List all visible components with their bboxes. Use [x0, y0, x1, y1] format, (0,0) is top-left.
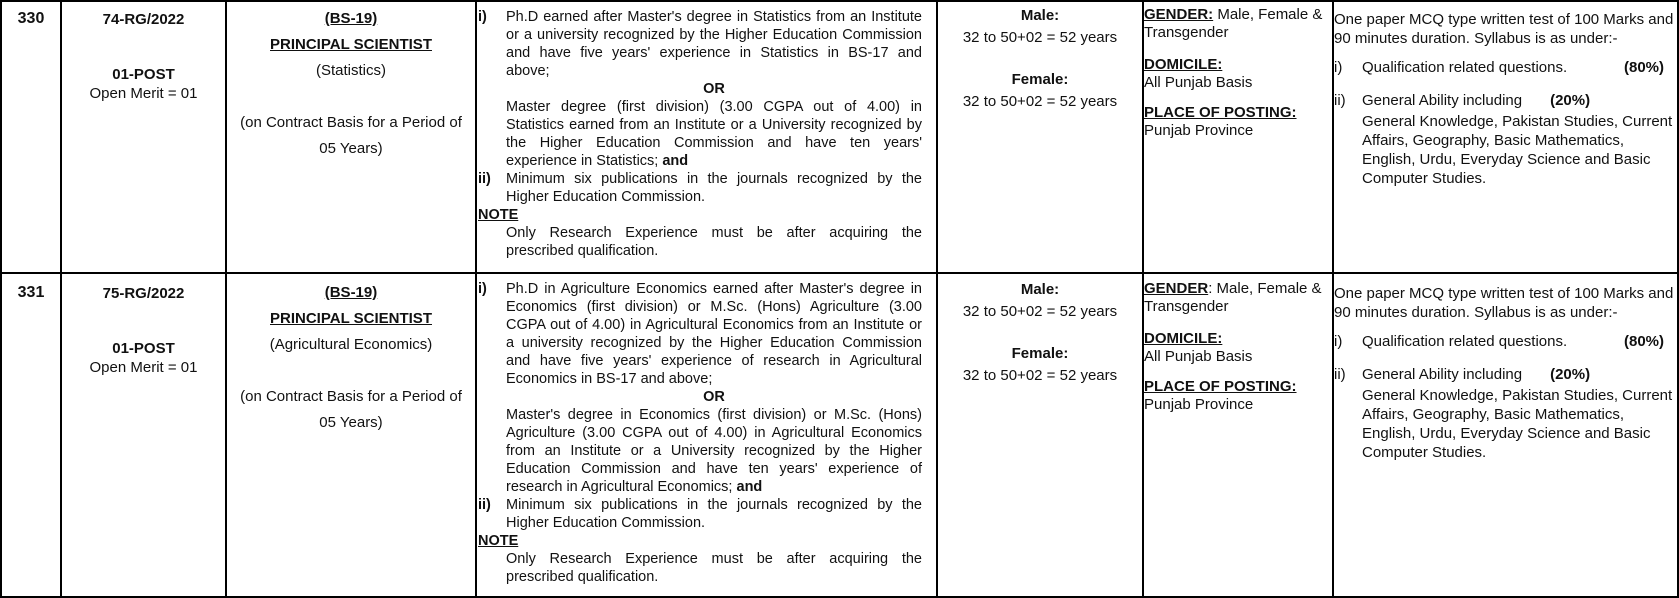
- test-ii-detail: General Knowledge, Pakistan Studies, Current Affairs, Geography, Basic Mathematics, English, Urdu, Everyday Science and Basic Computer Studies.: [1362, 387, 1673, 461]
- gender-label: GENDER: [1144, 280, 1209, 297]
- note-text: Only Research Experience must be after acquiring the prescribed qualification.: [506, 551, 922, 585]
- qualification-ii: Minimum six publications in the journals recognized by the Higher Education Commission.: [506, 171, 922, 205]
- posting-value: Punjab Province: [1144, 122, 1254, 139]
- post-title: PRINCIPAL SCIENTIST: [270, 310, 432, 327]
- male-age: 32 to 50+02 = 52 years: [962, 303, 1118, 320]
- case-number: 74-RG/2022: [102, 11, 185, 28]
- eligibility-cell: [1144, 6, 1330, 140]
- and-label: and: [662, 153, 689, 169]
- case-number: 75-RG/2022: [102, 285, 185, 302]
- discipline: (Statistics): [315, 62, 386, 79]
- test-intro: One paper MCQ type written test of 100 Marks and 90 minutes duration. Syllabus is as under:-: [1334, 11, 1674, 47]
- male-label: Male:: [1020, 7, 1060, 24]
- female-age: 32 to 50+02 = 52 years: [962, 93, 1118, 110]
- posting-label: PLACE OF POSTING:: [1144, 378, 1297, 395]
- gender-label: GENDER:: [1144, 6, 1214, 23]
- contract-line-1: (on Contract Basis for a Period of: [240, 114, 462, 131]
- age-cell: [938, 6, 1142, 112]
- quota: Open Merit = 01: [89, 85, 198, 102]
- test-i-percent: (80%): [1623, 333, 1664, 350]
- case-cell: [62, 10, 225, 103]
- test-cell: [1334, 10, 1674, 188]
- qualification-alt: Master's degree in Economics (first division) or M.Sc. (Hons) Agriculture (3.00 CGPA out of 4.00) in Agricultural Economics from an Institute or a University recognized by the Higher Education Commission and have ten years' experience of research in Agricultural Economics;: [506, 407, 922, 495]
- qualification-i: Ph.D earned after Master's degree in Statistics from an Institute or a university recognized by the Higher Education Commission and have five years' experience in Statistics in BS-17 and above;: [506, 9, 922, 79]
- test-ii-number: ii): [1334, 92, 1346, 109]
- qualification-alt: Master degree (first division) (3.00 CGPA out of 4.00) in Statistics earned from an Institute or a University recognized by the Higher Education Commission and have ten years' experience in Statistics;: [506, 99, 922, 169]
- test-i-number: i): [1334, 59, 1343, 76]
- eligibility-cell: [1144, 280, 1330, 414]
- post-count: 01-POST: [112, 340, 175, 357]
- or-label: OR: [703, 81, 725, 97]
- qualification-cell: i) Ph.D in Agriculture Economics earned after Master's degree in Economics (first division) or M.Sc. (Hons) Agriculture (3.00 CGPA out of 4.00) in Agricultural Economics from an Institute or a university recognized by the Higher Education Commission and have five years' experience of research in Agricultural Economics in BS-17 and above; OR Master's degree in Economics (first division) or M.Sc. (Hons) Agriculture (3.00 CGPA out of 4.00) in Agricultural Economics from an Institute or a University recognized by the Higher Education Commission and have ten years' experience of research in Agricultural Economics; and ii) Minimum six publications in the journals recognized by the Higher Education Commission. NOTE Only Research Experience must be after acquiring the prescribed qualification.: [478, 280, 934, 586]
- note-label: NOTE: [478, 207, 519, 223]
- qualification-ii: Minimum six publications in the journals recognized by the Higher Education Commission.: [506, 497, 922, 531]
- post-count: 01-POST: [112, 66, 175, 83]
- domicile-value: All Punjab Basis: [1144, 348, 1253, 365]
- or-label: OR: [703, 389, 725, 405]
- test-ii-number: ii): [1334, 366, 1346, 383]
- test-i-percent: (80%): [1623, 59, 1664, 76]
- test-ii-percent: (20%): [1550, 92, 1591, 109]
- test-i: Qualification related questions.: [1362, 59, 1568, 76]
- serial-number: 331: [17, 284, 45, 301]
- male-age: 32 to 50+02 = 52 years: [962, 29, 1118, 46]
- note-text: Only Research Experience must be after acquiring the prescribed qualification.: [506, 225, 922, 259]
- female-label: Female:: [1011, 71, 1069, 88]
- contract-line-2: 05 Years): [319, 140, 383, 157]
- pay-scale: (BS-19): [324, 10, 378, 27]
- test-ii: General Ability including: [1362, 92, 1523, 109]
- domicile-label: DOMICILE:: [1144, 56, 1223, 73]
- qualification-i: Ph.D in Agriculture Economics earned after Master's degree in Economics (first division) or M.Sc. (Hons) Agriculture (3.00 CGPA out of 4.00) in Agricultural Economics from an Institute or a university recognized by the Higher Education Commission and have five years' experience of research in Agricultural Economics in BS-17 and above;: [506, 281, 922, 387]
- quota: Open Merit = 01: [89, 359, 198, 376]
- case-cell: [62, 284, 225, 377]
- posting-label: PLACE OF POSTING:: [1144, 104, 1297, 121]
- table-row: [0, 0, 1679, 272]
- contract-line-1: (on Contract Basis for a Period of: [240, 388, 462, 405]
- note-label: NOTE: [478, 533, 519, 549]
- posting-value: Punjab Province: [1144, 396, 1254, 413]
- test-ii-percent: (20%): [1550, 366, 1591, 383]
- test-ii-detail: General Knowledge, Pakistan Studies, Current Affairs, Geography, Basic Mathematics, English, Urdu, Everyday Science and Basic Computer Studies.: [1362, 113, 1673, 187]
- and-label: and: [736, 479, 763, 495]
- domicile-value: All Punjab Basis: [1144, 74, 1253, 91]
- domicile-label: DOMICILE:: [1144, 330, 1223, 347]
- male-label: Male:: [1020, 281, 1060, 298]
- female-label: Female:: [1011, 345, 1069, 362]
- post-cell: [227, 6, 475, 162]
- age-cell: [938, 280, 1142, 386]
- gender-value: Male, Female & Transgender: [1144, 6, 1323, 41]
- test-i: Qualification related questions.: [1362, 333, 1568, 350]
- test-ii: General Ability including: [1362, 366, 1523, 383]
- gender-value: : Male, Female & Transgender: [1144, 280, 1322, 315]
- test-cell: [1334, 284, 1674, 462]
- test-i-number: i): [1334, 333, 1343, 350]
- discipline: (Agricultural Economics): [269, 336, 433, 353]
- table-row: [0, 274, 1679, 598]
- contract-line-2: 05 Years): [319, 414, 383, 431]
- test-intro: One paper MCQ type written test of 100 Marks and 90 minutes duration. Syllabus is as under:-: [1334, 285, 1674, 321]
- qualification-cell: i) Ph.D earned after Master's degree in Statistics from an Institute or a university recognized by the Higher Education Commission and have five years' experience in Statistics in BS-17 and above; OR Master degree (first division) (3.00 CGPA out of 4.00) in Statistics earned from an Institute or a University recognized by the Higher Education Commission and have ten years' experience in Statistics; and ii) Minimum six publications in the journals recognized by the Higher Education Commission. NOTE Only Research Experience must be after acquiring the prescribed qualification.: [478, 8, 934, 260]
- post-cell: [227, 280, 475, 436]
- pay-scale: (BS-19): [324, 284, 378, 301]
- post-title: PRINCIPAL SCIENTIST: [270, 36, 432, 53]
- serial-number: 330: [17, 10, 45, 27]
- female-age: 32 to 50+02 = 52 years: [962, 367, 1118, 384]
